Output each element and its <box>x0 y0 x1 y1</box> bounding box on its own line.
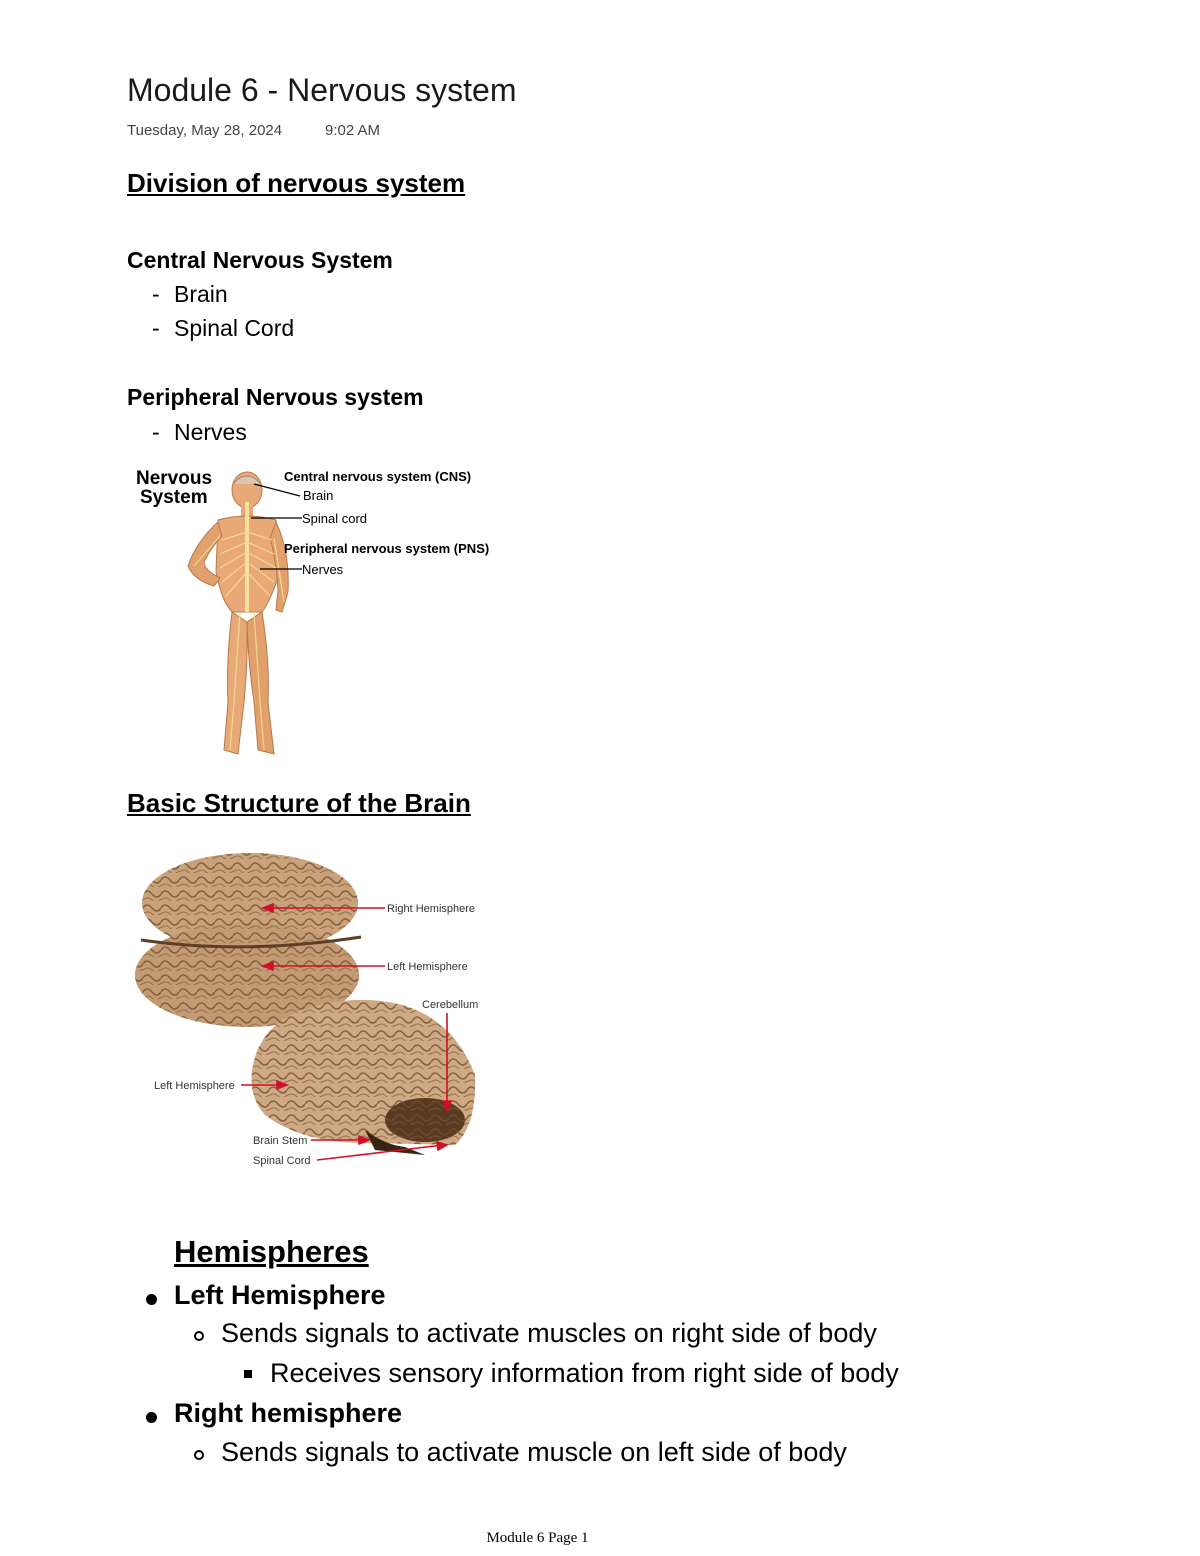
figure1-spinal-label: Spinal cord <box>302 511 368 526</box>
page-title: Module 6 - Nervous system <box>127 72 517 108</box>
bullet-square-icon <box>244 1370 252 1378</box>
page-date: Tuesday, May 28, 2024 <box>127 122 283 139</box>
structure-heading: Basic Structure of the Brain <box>127 788 471 818</box>
figure1-title-line1: Nervous <box>136 468 213 489</box>
right-hemisphere-label: Right hemisphere <box>174 1398 403 1428</box>
pns-item-nerves: - Nerves <box>152 419 247 445</box>
hemispheres-heading: Hemispheres <box>174 1234 369 1269</box>
cns-item-brain: - Brain <box>152 281 228 307</box>
page-time: 9:02 AM <box>325 122 381 139</box>
cns-heading: Central Nervous System <box>127 247 393 273</box>
figure1-title-line2: System <box>140 487 208 508</box>
nervous-system-figure <box>130 462 520 767</box>
brain-side-view <box>252 999 479 1155</box>
label-left-hemisphere-side: Left Hemisphere <box>154 1080 235 1092</box>
label-cerebellum: Cerebellum <box>422 999 479 1011</box>
pns-heading: Peripheral Nervous system <box>127 384 424 410</box>
bullet-circle-icon <box>194 1331 204 1341</box>
left-hemisphere-subsub: Receives sensory information from right side of body <box>270 1358 899 1388</box>
label-brain-stem: Brain Stem <box>253 1135 308 1147</box>
left-hemisphere-sub: Sends signals to activate muscles on right side of body <box>221 1318 877 1348</box>
figure1-brain-label: Brain <box>303 488 334 503</box>
brain-structure-figure <box>125 845 500 1175</box>
left-hemisphere-label: Left Hemisphere <box>174 1280 386 1310</box>
division-heading: Division of nervous system <box>127 168 466 198</box>
human-body-illustration <box>188 472 288 754</box>
label-spinal-cord: Spinal Cord <box>253 1155 311 1167</box>
figure1-pns-label: Peripheral nervous system (PNS) <box>284 541 490 556</box>
page-footer: Module 6 Page 1 <box>486 1530 589 1546</box>
bullet-dot-icon <box>146 1412 157 1423</box>
cns-item-spinal-cord: - Spinal Cord <box>152 315 295 341</box>
brain-top-view <box>135 853 361 1027</box>
figure1-nerves-label: Nerves <box>302 562 344 577</box>
label-right-hemisphere: Right Hemisphere <box>387 903 476 915</box>
right-hemisphere-sub: Sends signals to activate muscle on left side of body <box>221 1437 847 1467</box>
bullet-circle-icon <box>194 1450 204 1460</box>
figure1-cns-label: Central nervous system (CNS) <box>284 469 472 484</box>
label-left-hemisphere-top: Left Hemisphere <box>387 961 468 973</box>
bullet-dot-icon <box>146 1294 157 1305</box>
